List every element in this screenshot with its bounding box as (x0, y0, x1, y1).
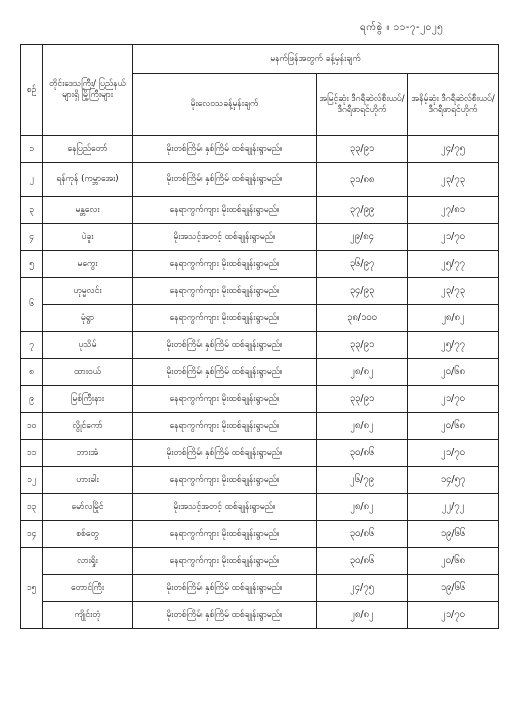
min-temp-cell: ၂၀/၆၈ (408, 548, 499, 575)
condition-cell: မိုးတစ်ကြိမ်၊ နှစ်ကြိမ် ထစ်ချုန်းရွာမည်။ (133, 163, 317, 197)
city-cell: တောင်ကြီး (43, 575, 133, 602)
header-region: တိုင်းဒေသကြီး/ ပြည်နယ်များရှိ မြို့ကြီးများ (43, 45, 133, 136)
table-row (21, 413, 499, 440)
city-cell: ဘားအံ (43, 440, 133, 467)
table-row (21, 521, 499, 548)
min-temp-cell: ၂၀/၆၈ (408, 413, 499, 440)
city-cell: လွိုင်ကော် (43, 413, 133, 440)
max-temp-cell: ၂၆/၇၉ (317, 467, 408, 494)
table-row (21, 575, 499, 602)
condition-cell: နေရာကွက်ကျား မိုးထစ်ချုန်းရွာမည်။ (133, 521, 317, 548)
city-cell: ဟားခါး (43, 467, 133, 494)
table-row (21, 602, 499, 629)
max-temp-cell: ၃၀/၈၆ (317, 521, 408, 548)
min-temp-cell: ၂၁/၇၀ (408, 386, 499, 413)
condition-cell: မိုးတစ်ကြိမ်၊ နှစ်ကြိမ် ထစ်ချုန်းရွာမည်။ (133, 440, 317, 467)
city-cell: ကျိုင်းတုံ (43, 602, 133, 629)
condition-cell: မိုးတစ်ကြိမ်၊ နှစ်ကြိမ် ထစ်ချုန်းရွာမည်။ (133, 332, 317, 359)
header-forecast-group: မနက်ဖြန်အတွက် ခန့်မှန်းချက် (133, 45, 499, 74)
serial-cell: ၁ (21, 136, 43, 163)
city-cell: ထားဝယ် (43, 359, 133, 386)
table-row (21, 386, 499, 413)
header-max-temp: အမြင့်ဆုံး ဒီဂရီဆဲလ်စီးယပ်/ ဒီဂရီဖာရင်ဟိုက် (317, 74, 408, 136)
condition-cell: မိုးတစ်ကြိမ်၊ နှစ်ကြိမ် ထစ်ချုန်းရွာမည်။ (133, 136, 317, 163)
table-row (21, 251, 499, 278)
min-temp-cell: ၂၅/၇၇ (408, 332, 499, 359)
condition-cell: မိုးအသင့်အတင့် ထစ်ချုန်းရွာမည်။ (133, 224, 317, 251)
city-cell: မြစ်ကြီးနား (43, 386, 133, 413)
min-temp-cell: ၁၉/၆၆ (408, 521, 499, 548)
condition-cell: မိုးတစ်ကြိမ်၊ နှစ်ကြိမ် ထစ်ချုန်းရွာမည်။ (133, 359, 317, 386)
min-temp-cell: ၂၇/၈၁ (408, 197, 499, 224)
table-row (21, 440, 499, 467)
min-temp-cell: ၂၁/၇၀ (408, 224, 499, 251)
table-row (21, 278, 499, 305)
serial-cell: ၁၀ (21, 413, 43, 440)
min-temp-cell: ၂၃/၇၃ (408, 278, 499, 305)
header-min-temp: အနိမ့်ဆုံး ဒီဂရီဆဲလ်စီးယပ်/ ဒီဂရီဖာရင်ဟိုက် (408, 74, 499, 136)
max-temp-cell: ၃၃/၉၁ (317, 136, 408, 163)
serial-cell: ၁၃ (21, 494, 43, 521)
table-row (21, 163, 499, 197)
city-cell: မကွေး (43, 251, 133, 278)
serial-cell: ၇ (21, 332, 43, 359)
max-temp-cell: ၃၀/၈၆ (317, 548, 408, 575)
city-cell: ဟုမ္မလင်း (43, 278, 133, 305)
city-cell: စစ်တွေ (43, 521, 133, 548)
condition-cell: မိုးအသင့်အတင့် ထစ်ချုန်းရွာမည်။ (133, 494, 317, 521)
min-temp-cell: ၂၁/၇၀ (408, 440, 499, 467)
city-cell: ပဲခူး (43, 224, 133, 251)
max-temp-cell: ၂၈/၈၂ (317, 494, 408, 521)
city-cell: နေပြည်တော် (43, 136, 133, 163)
header-serial: စဉ် (21, 45, 43, 136)
max-temp-cell: ၃၃/၉၁ (317, 332, 408, 359)
max-temp-cell: ၂၄/၇၅ (317, 575, 408, 602)
min-temp-cell: ၂၃/၇၃ (408, 163, 499, 197)
min-temp-cell: ၁၉/၆၆ (408, 575, 499, 602)
table-row (21, 224, 499, 251)
max-temp-cell: ၃၀/၈၆ (317, 440, 408, 467)
serial-cell: ၄ (21, 224, 43, 251)
serial-cell: ၉ (21, 386, 43, 413)
serial-cell: ၁၅ (21, 548, 43, 629)
min-temp-cell: ၂၄/၇၅ (408, 136, 499, 163)
table-row (21, 359, 499, 386)
min-temp-cell: ၁၄/၅၇ (408, 467, 499, 494)
max-temp-cell: ၃၇/၉၉ (317, 197, 408, 224)
table-row (21, 332, 499, 359)
min-temp-cell: ၂၁/၇၀ (408, 602, 499, 629)
max-temp-cell: ၃၁/၈၈ (317, 163, 408, 197)
serial-cell: ၃ (21, 197, 43, 224)
table-row (21, 197, 499, 224)
condition-cell: နေရာကွက်ကျား မိုးထစ်ချုန်းရွာမည်။ (133, 548, 317, 575)
table-row (21, 305, 499, 332)
max-temp-cell: ၃၈/၁၀၀ (317, 305, 408, 332)
city-cell: မုံရွာ (43, 305, 133, 332)
document-date: ရက်စွဲ ။ ၁၁-၇-၂၀၂၅ (360, 22, 444, 33)
condition-cell: မိုးတစ်ကြိမ်၊ နှစ်ကြိမ် ထစ်ချုန်းရွာမည်။ (133, 575, 317, 602)
condition-cell: နေရာကွက်ကျား မိုးထစ်ချုန်းရွာမည်။ (133, 251, 317, 278)
table-row (21, 548, 499, 575)
max-temp-cell: ၃၄/၉၃ (317, 278, 408, 305)
max-temp-cell: ၂၈/၈၂ (317, 413, 408, 440)
max-temp-cell: ၃၆/၉၇ (317, 251, 408, 278)
serial-cell: ၁၄ (21, 521, 43, 548)
serial-cell: ၆ (21, 278, 43, 332)
city-cell: ပုသိမ် (43, 332, 133, 359)
condition-cell: မိုးတစ်ကြိမ်၊ နှစ်ကြိမ် ထစ်ချုန်းရွာမည်။ (133, 602, 317, 629)
condition-cell: နေရာကွက်ကျား မိုးထစ်ချုန်းရွာမည်။ (133, 305, 317, 332)
min-temp-cell: ၂၅/၇၇ (408, 251, 499, 278)
max-temp-cell: ၃၃/၉၁ (317, 386, 408, 413)
min-temp-cell: ၂၀/၆၈ (408, 359, 499, 386)
condition-cell: နေရာကွက်ကျား မိုးထစ်ချုန်းရွာမည်။ (133, 197, 317, 224)
table-row (21, 136, 499, 163)
city-cell: မော်လမြိုင် (43, 494, 133, 521)
serial-cell: ၂ (21, 163, 43, 197)
table-row (21, 494, 499, 521)
condition-cell: နေရာကွက်ကျား မိုးထစ်ချုန်းရွာမည်။ (133, 278, 317, 305)
min-temp-cell: ၂၈/၈၂ (408, 305, 499, 332)
serial-cell: ၁၂ (21, 467, 43, 494)
max-temp-cell: ၂၈/၈၂ (317, 359, 408, 386)
table-row (21, 467, 499, 494)
condition-cell: နေရာကွက်ကျား မိုးထစ်ချုန်းရွာမည်။ (133, 413, 317, 440)
max-temp-cell: ၂၈/၈၂ (317, 602, 408, 629)
max-temp-cell: ၂၉/၈၄ (317, 224, 408, 251)
city-cell: မန္တလေး (43, 197, 133, 224)
condition-cell: နေရာကွက်ကျား မိုးထစ်ချုန်းရွာမည်။ (133, 467, 317, 494)
weather-forecast-table (20, 44, 499, 629)
serial-cell: ၈ (21, 359, 43, 386)
city-cell: လားရှိုး (43, 548, 133, 575)
city-cell: ရန်ကုန် (ကမ္ဘာအေး) (43, 163, 133, 197)
condition-cell: နေရာကွက်ကျား မိုးထစ်ချုန်းရွာမည်။ (133, 386, 317, 413)
serial-cell: ၁၁ (21, 440, 43, 467)
min-temp-cell: ၂၂/၇၂ (408, 494, 499, 521)
serial-cell: ၅ (21, 251, 43, 278)
header-condition: မိုးလေဝသခန့်မှန်းချက် (133, 74, 317, 136)
